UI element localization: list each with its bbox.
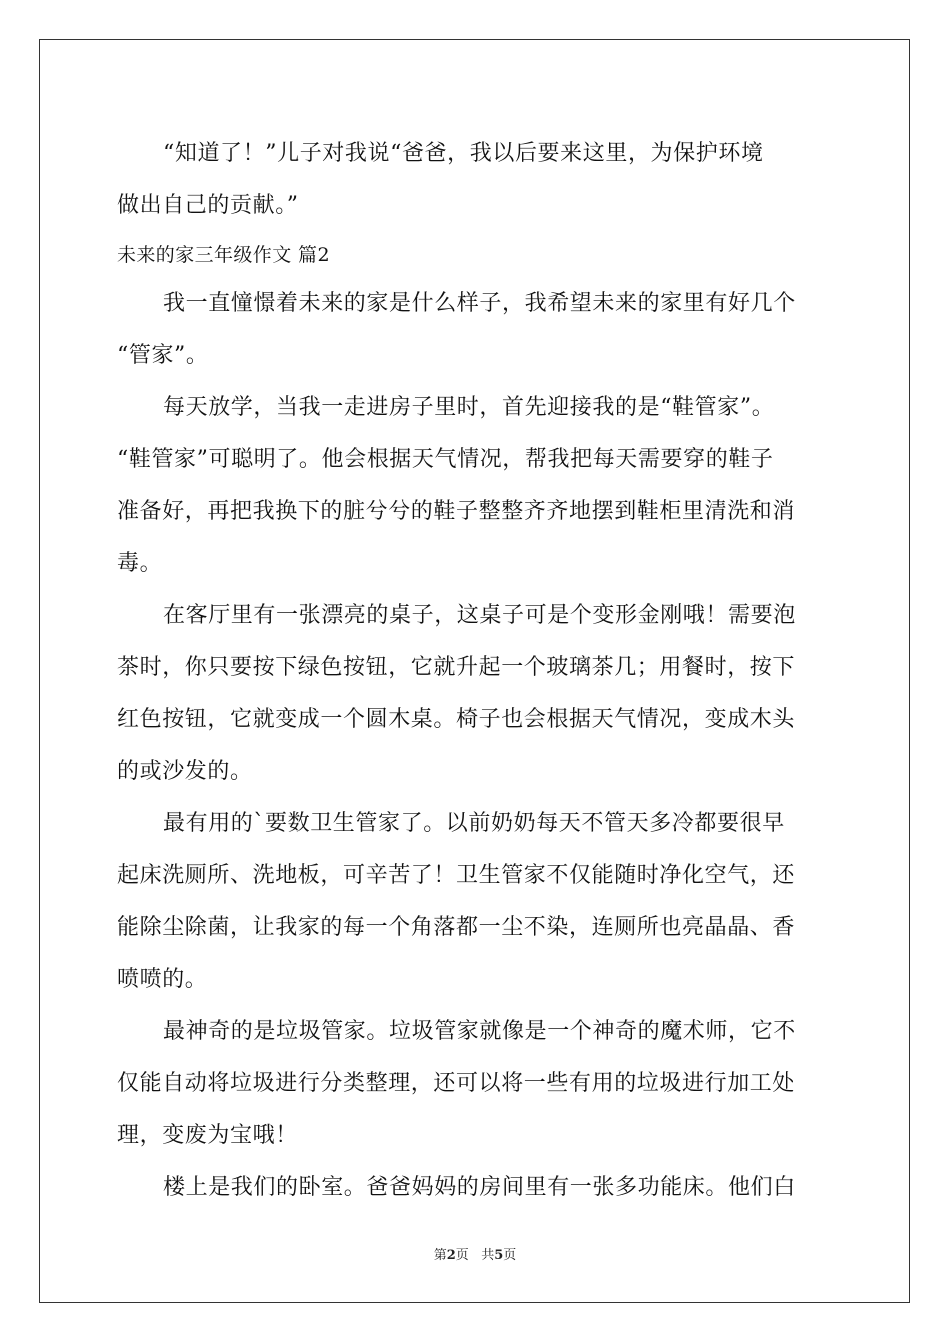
text-line: 准备好，再把我换下的脏兮兮的鞋子整整齐齐地摆到鞋柜里清洗和消 xyxy=(117,499,796,524)
text-line: 在客厅里有一张漂亮的桌子，这桌子可是个变形金刚哦！需要泡 xyxy=(163,603,796,628)
total-prefix: 共 xyxy=(481,1248,495,1263)
text-line: “知道了！”儿子对我说“爸爸，我以后要来这里，为保护环境 xyxy=(163,141,764,166)
text-line: 最神奇的是垃圾管家。垃圾管家就像是一个神奇的魔术师，它不 xyxy=(163,1019,796,1044)
text-line: 理，变废为宝哦！ xyxy=(117,1123,298,1148)
text-line: 每天放学，当我一走进房子里时，首先迎接我的是“鞋管家”。 xyxy=(163,395,775,420)
text-line: 起床洗厕所、洗地板，可辛苦了！卫生管家不仅能随时净化空气，还 xyxy=(117,863,796,888)
document-body xyxy=(117,128,835,1214)
total-suffix: 页 xyxy=(503,1248,517,1263)
text-line: 茶时，你只要按下绿色按钮，它就升起一个玻璃茶几；用餐时，按下 xyxy=(117,655,796,680)
text-line: “鞋管家”可聪明了。他会根据天气情况，帮我把每天需要穿的鞋子 xyxy=(117,447,774,472)
page-footer xyxy=(0,1244,950,1263)
text-line: 做出自己的贡献。” xyxy=(117,193,299,218)
text-line: 能除尘除菌，让我家的每一个角落都一尘不染，连厕所也亮晶晶、香 xyxy=(117,915,796,940)
text-line: 的或沙发的。 xyxy=(117,759,253,784)
text-line: “管家”。 xyxy=(117,343,209,368)
total-pages: 5 xyxy=(494,1248,504,1263)
text-line: 最有用的`要数卫生管家了。以前奶奶每天不管天多冷都要很早 xyxy=(163,811,785,836)
text-line: 我一直憧憬着未来的家是什么样子，我希望未来的家里有好几个 xyxy=(163,291,796,316)
text-line: 楼上是我们的卧室。爸爸妈妈的房间里有一张多功能床。他们白 xyxy=(163,1175,796,1200)
text-line: 毒。 xyxy=(117,551,163,576)
text-line: 仅能自动将垃圾进行分类整理，还可以将一些有用的垃圾进行加工处 xyxy=(117,1071,796,1096)
section-heading: 未来的家三年级作文 篇2 xyxy=(117,244,330,266)
text-line: 红色按钮，它就变成一个圆木桌。椅子也会根据天气情况，变成木头 xyxy=(117,707,796,732)
page-number: 2 xyxy=(446,1248,456,1263)
text-line: 喷喷的。 xyxy=(117,967,208,992)
page-suffix: 页 xyxy=(455,1248,469,1263)
page-prefix: 第 xyxy=(433,1248,447,1263)
